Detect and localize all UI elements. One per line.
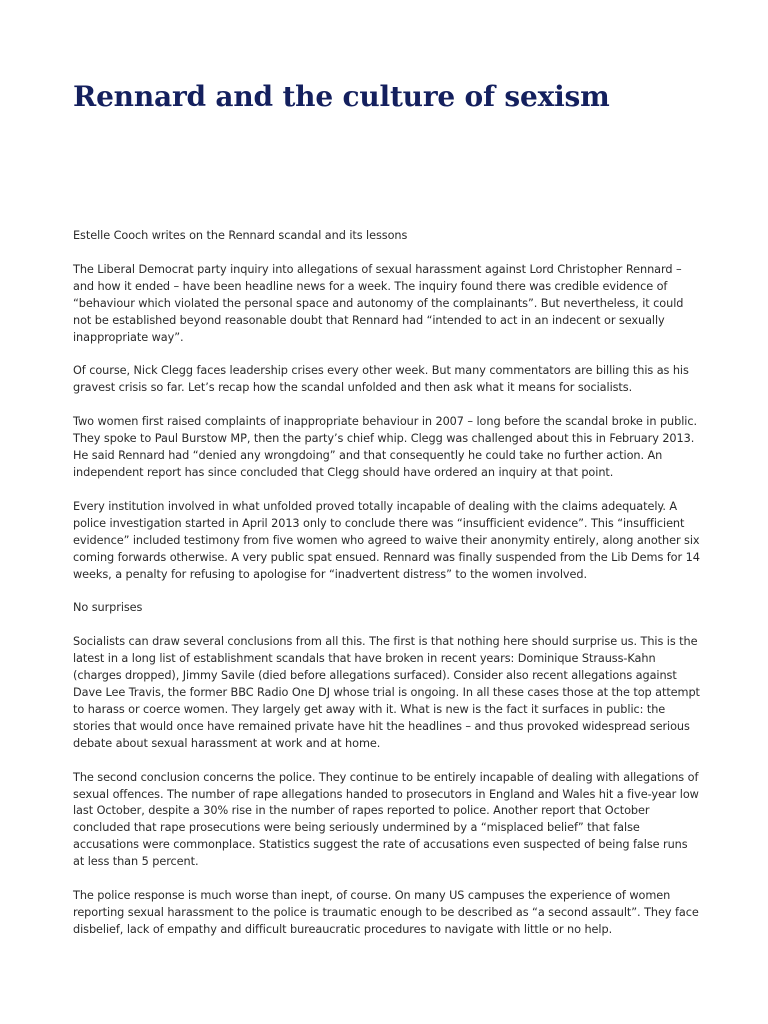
article-title: Rennard and the culture of sexism bbox=[73, 80, 610, 113]
paragraph: Every institution involved in what unfolded proved totally incapable of dealing with the claims adequately. A police investigation started in April 2013 only to conclude there was “insufficient evidence”. This “insufficient evidence” included testimony from five women who agreed to waive their anonymity entirely, along another six coming forwards otherwise. A very public spat ensued. Rennard was finally suspended from the Lib Dems for 14 weeks, a penalty for refusing to apologise for “inadvertent distress” to the women involved. bbox=[73, 499, 700, 581]
paragraph: The police response is much worse than inept, of course. On many US campuses the experience of women reporting sexual harassment to the police is traumatic enough to be described as “a second assault”. They face disbelief, lack of empathy and difficult bureaucratic procedures to navigate with little or no help. bbox=[73, 889, 699, 936]
section-subheading: No surprises bbox=[73, 601, 143, 615]
paragraph: The second conclusion concerns the police. They continue to be entirely incapable of dealing with allegations of sexual offences. The number of rape allegations handed to prosecutors in England and Wales hit a five-year low last October, despite a 30% rise in the number of rapes reported to police. Another report that October concluded that rape prosecutions were being seriously undermined by a “misplaced belief” that false accusations were commonplace. Statistics suggest the rate of accusations even suspected of being false runs at less than 5 percent. bbox=[73, 770, 699, 869]
paragraph: The Liberal Democrat party inquiry into allegations of sexual harassment against Lord Christopher Rennard – and how it ended – have been headline news for a week. The inquiry found there was credible evidence of “behaviour which violated the personal space and autonomy of the complainants”. But nevertheless, it could not be established beyond reasonable doubt that Rennard had “intended to act in an indecent or sexually inappropriate way”. bbox=[73, 262, 684, 344]
article-body bbox=[73, 228, 701, 956]
paragraph: Two women first raised complaints of inappropriate behaviour in 2007 – long before the scandal broke in public. They spoke to Paul Burstow MP, then the party’s chief whip. Clegg was challenged about this in February 2013. He said Rennard had “denied any wrongdoing” and that consequently he could take no further action. An independent report has since concluded that Clegg should have ordered an inquiry at that point. bbox=[73, 415, 697, 479]
paragraph: Of course, Nick Clegg faces leadership crises every other week. But many commentators are billing this as his gravest crisis so far. Let’s recap how the scandal unfolded and then ask what it means for socialists. bbox=[73, 364, 689, 395]
paragraph: Socialists can draw several conclusions from all this. The first is that nothing here should surprise us. This is the latest in a long list of establishment scandals that have broken in recent years: Dominique Strauss-Kahn (charges dropped), Jimmy Savile (died before allegations surfaced). Consider also recent allegations against Dave Lee Travis, the former BBC Radio One DJ whose trial is ongoing. In all these cases those at the top attempt to harass or coerce women. They largely get away with it. What is new is the fact it surfaces in public: the stories that would once have remained private have hit the headlines – and thus provoked widespread serious debate about sexual harassment at work and at home. bbox=[73, 635, 700, 750]
article-byline: Estelle Cooch writes on the Rennard scandal and its lessons bbox=[73, 229, 408, 242]
